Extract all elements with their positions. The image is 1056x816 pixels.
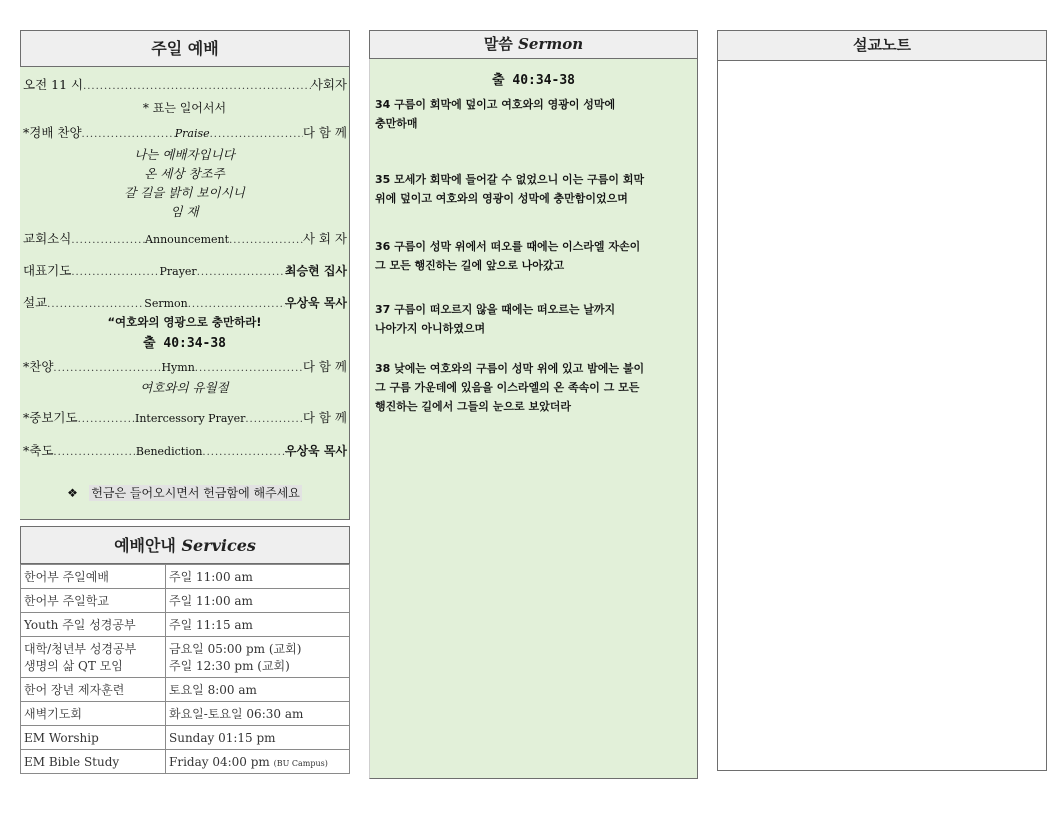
table-row xyxy=(21,750,350,774)
table-row xyxy=(21,589,350,613)
table-row xyxy=(21,637,350,678)
verse-34: 34 구름이 회막에 덮이고 여호와의 영광이 성막에 충만하매 xyxy=(375,98,616,130)
offering-note xyxy=(20,484,349,501)
praise-song-3: 갈 길을 밝히 보이시니 xyxy=(124,185,245,200)
order-row-intercessory: *중보기도 ..... Intercessory Prayer ..... 다 함 께 xyxy=(23,408,347,426)
order-row-time: 오전 11 시 ..... 사회자 xyxy=(23,75,347,93)
order-row-praise: *경배 찬양 ..... Praise ..... 다 함 께 xyxy=(23,123,347,141)
order-row-hymn: *찬양 ..... Hymn ..... 다 함 께 xyxy=(23,357,347,375)
verse-35: 35 모세가 회막에 들어갈 수 없었으니 이는 구름이 회막 위에 덮이고 여호와의 영광이 성막에 충만함이었으며 xyxy=(375,173,645,205)
table-row xyxy=(21,613,350,637)
order-row-sermon: 설교 ..... Sermon ..... 우상욱 목사 xyxy=(23,293,347,311)
order-row-announcement: 교회소식 ..... Announcement ..... 사 회 자 xyxy=(23,229,347,247)
service-time: 주일 11:15 am xyxy=(166,613,350,637)
service-name-line: 대학/청년부 성경공부 xyxy=(24,642,137,656)
services-table xyxy=(20,564,350,774)
worship-header xyxy=(20,30,350,67)
service-name: EM Worship xyxy=(21,726,166,750)
order-row-benediction: *축도 ..... Benediction ..... 우상욱 목사 xyxy=(23,441,347,459)
table-row xyxy=(21,565,350,589)
order-row-prayer: 대표기도 ..... Prayer ..... 최승현 집사 xyxy=(23,261,347,279)
service-name: Youth 주일 성경공부 xyxy=(21,613,166,637)
praise-song-1: 나는 예배자입니다 xyxy=(134,147,235,162)
stand-note: * 표는 일어서서 xyxy=(142,101,227,115)
sermon-panel xyxy=(369,59,698,779)
table-row xyxy=(21,678,350,702)
service-name: 새벽기도회 xyxy=(21,702,166,726)
praise-song-2: 온 세상 창조주 xyxy=(144,166,225,181)
service-name-line: 생명의 삶 QT 모임 xyxy=(24,659,123,673)
service-name: 한어 장년 제자훈련 xyxy=(21,678,166,702)
notes-title: 설교노트 xyxy=(853,36,911,54)
services-title-en: Services xyxy=(181,536,256,555)
services-title-ko: 예배안내 xyxy=(114,536,176,555)
table-row xyxy=(21,726,350,750)
service-time: 주일 11:00 am xyxy=(166,565,350,589)
hymn-title: 여호와의 유월절 xyxy=(140,380,229,395)
worship-order-panel xyxy=(20,67,350,520)
verse-36: 36 구름이 성막 위에서 떠오를 때에는 이스라엘 자손이 그 모든 행진하는 길에 앞으로 나아갔고 xyxy=(375,240,641,272)
praise-song-4: 임 재 xyxy=(170,204,199,219)
service-time-line: 금요일 05:00 pm (교회) xyxy=(169,642,302,656)
service-name: 한어부 주일예배 xyxy=(21,565,166,589)
offering-note-text: 헌금은 들어오시면서 헌금함에 해주세요 xyxy=(91,486,300,500)
service-time: Sunday 01:15 pm xyxy=(166,726,350,750)
sermon-title-en: Sermon xyxy=(518,35,584,53)
sermon-reference: 출 40:34-38 xyxy=(143,336,226,351)
service-name xyxy=(21,637,166,678)
diamond-bullet-icon: ❖ xyxy=(67,486,78,500)
service-time: 화요일-토요일 06:30 am xyxy=(166,702,350,726)
sermon-header xyxy=(369,30,698,59)
service-name: 한어부 주일학교 xyxy=(21,589,166,613)
service-time xyxy=(166,637,350,678)
scripture-reference: 출 40:34-38 xyxy=(492,73,575,88)
services-header xyxy=(20,526,350,564)
service-time-note: (BU Campus) xyxy=(273,758,328,768)
service-time: 토요일 8:00 am xyxy=(166,678,350,702)
sermon-notes-area[interactable] xyxy=(717,61,1047,771)
sermon-title: “여호와의 영광으로 충만하라! xyxy=(107,315,262,329)
service-time: Friday 04:00 pm (BU Campus) xyxy=(166,750,350,774)
table-row xyxy=(21,702,350,726)
sermon-title-ko: 말씀 xyxy=(483,35,513,53)
service-time-line: 주일 12:30 pm (교회) xyxy=(169,659,290,673)
service-name: EM Bible Study xyxy=(21,750,166,774)
verse-38: 38 낮에는 여호와의 구름이 성막 위에 있고 밤에는 불이 그 구름 가운데에 있음을 이스라엘의 온 족속이 그 모든 행진하는 길에서 그들의 눈으로 보았더라 xyxy=(375,362,645,413)
notes-header xyxy=(717,30,1047,61)
worship-title: 주일 예배 xyxy=(151,39,219,58)
service-time: 주일 11:00 am xyxy=(166,589,350,613)
verse-37: 37 구름이 떠오르지 않을 때에는 떠오르는 날까지 나아가지 아니하였으며 xyxy=(375,303,616,335)
